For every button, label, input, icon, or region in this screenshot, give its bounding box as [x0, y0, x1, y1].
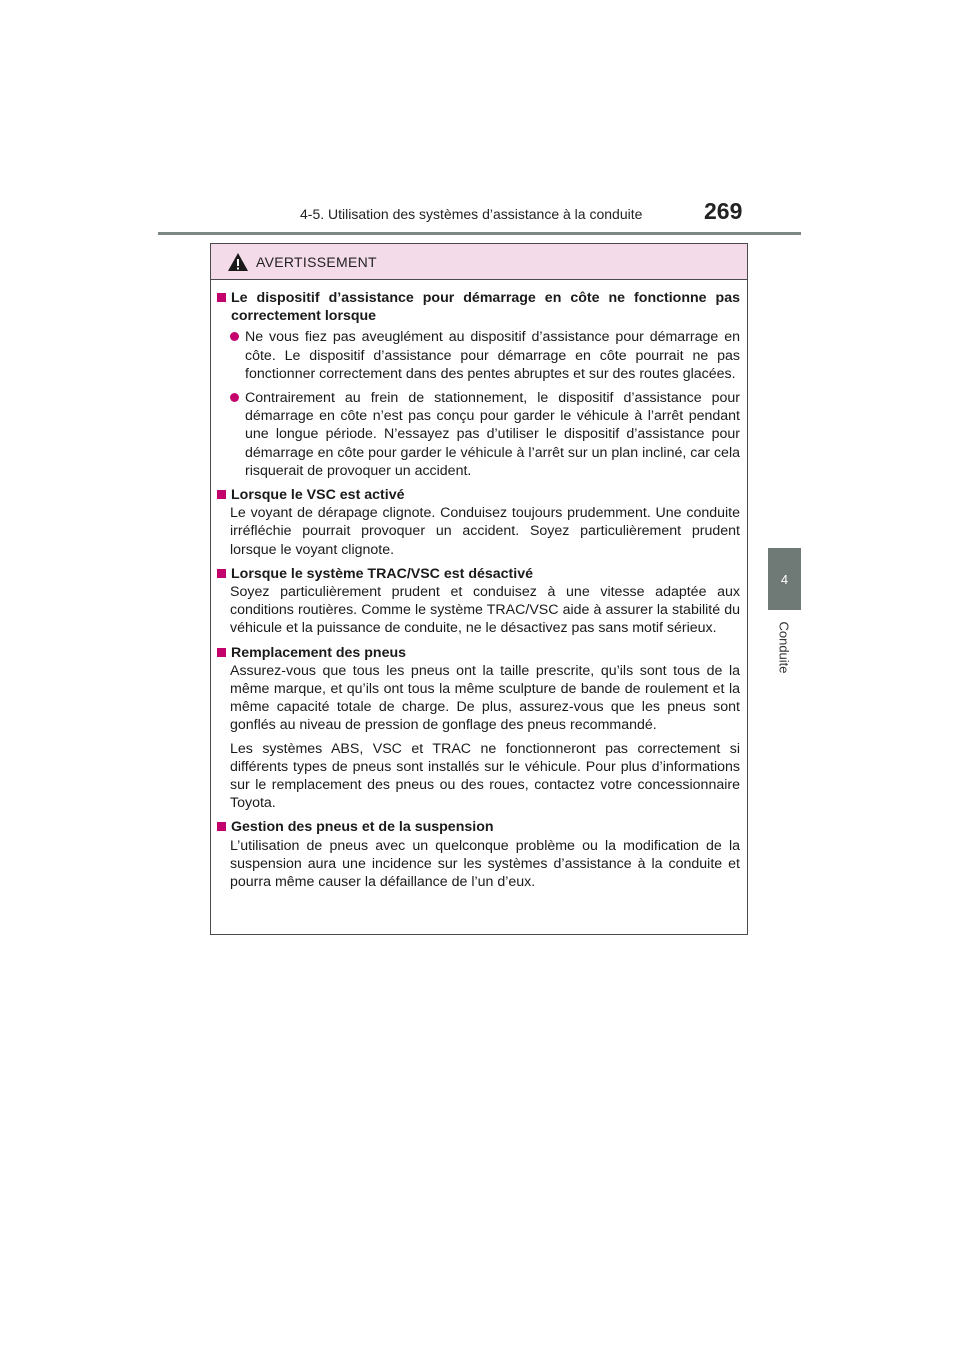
circle-bullet-icon: [230, 332, 239, 341]
warning-header: [211, 244, 747, 280]
warning-body: [211, 280, 747, 891]
section-title: 4-5. Utilisation des systèmes d’assistance à la conduite: [300, 206, 643, 222]
chapter-label-text: Conduite: [777, 620, 793, 674]
section-paragraph: Assurez-vous que tous les pneus ont la taille prescrite, qu’ils sont tous de la même marque, et qu’ils ont tous la même sculpture de bande de roulement et la même capacité totale de charge. De plus, assurez-vous que les pneus sont gonflés au niveau de pression de gonflage des pneus recommandé.: [230, 662, 740, 734]
section-heading: [217, 486, 740, 504]
warning-box: [210, 243, 748, 935]
square-bullet-icon: [217, 490, 226, 499]
section-heading: [217, 644, 740, 662]
warning-section-tire-suspension: [217, 818, 740, 891]
section-heading-text: Lorsque le VSC est activé: [231, 487, 405, 504]
section-heading: [217, 818, 740, 836]
section-paragraph: Les systèmes ABS, VSC et TRAC ne fonctionneront pas correctement si différents types de pneus sont installés sur le véhicule. Pour plus d’informations sur le remplacement des pneus ou des roues, contactez votre concessionnaire Toyota.: [230, 740, 740, 812]
section-heading-text: Le dispositif d’assistance pour démarrage en côte ne fonctionne pas correctement lorsque: [231, 290, 740, 325]
circle-bullet-icon: [230, 393, 239, 402]
header-divider: [158, 232, 801, 235]
section-paragraph: L’utilisation de pneus avec un quelconque problème ou la modification de la suspension aura une incidence sur les systèmes d’assistance à la conduite et pourra même causer la défaillance de l’un d’eux.: [230, 837, 740, 891]
list-item: [230, 328, 740, 383]
warning-section-hill-start: [217, 289, 740, 480]
chapter-label: [768, 612, 801, 682]
list-item: [230, 389, 740, 480]
warning-section-tire-replacement: [217, 644, 740, 813]
section-heading: [217, 289, 740, 325]
list-item-text: Ne vous fiez pas aveuglément au dispositif d’assistance pour démarrage en côte. Le dispositif d’assistance pour démarrage en côte pourrait ne pas fonctionner correctement dans des pentes abruptes et sur des routes glacées.: [245, 329, 740, 382]
section-paragraph: Soyez particulièrement prudent et conduisez à une vitesse adaptée aux conditions routières. Comme le système TRAC/VSC aide à assurer la stabilité du véhicule et la puissance de conduite, ne le désactivez pas sans motif sérieux.: [230, 584, 740, 637]
list-item-text: Contrairement au frein de stationnement, le dispositif d’assistance pour démarrage en côte n’est pas conçu pour garder le véhicule à l’arrêt pendant une longue période. N’essayez pas d’utiliser le dispositif d’assistance pour démarrage en côte pour garder le véhicule à l’arrêt sur un plan incliné, car cela risquerait de provoquer un accident.: [245, 390, 740, 479]
warning-section-trac-vsc-off: [217, 565, 740, 638]
warning-title: AVERTISSEMENT: [256, 253, 377, 270]
page-number: 269: [704, 198, 743, 224]
warning-triangle-icon: [227, 252, 249, 272]
section-heading-text: Remplacement des pneus: [231, 644, 407, 661]
square-bullet-icon: [217, 293, 226, 302]
square-bullet-icon: [217, 648, 226, 657]
warning-section-vsc-active: [217, 486, 740, 559]
section-heading-text: Gestion des pneus et de la suspension: [231, 819, 494, 836]
chapter-tab[interactable]: 4: [768, 548, 801, 610]
square-bullet-icon: [217, 569, 226, 578]
square-bullet-icon: [217, 822, 226, 831]
section-heading: [217, 565, 740, 583]
section-paragraph: Le voyant de dérapage clignote. Conduisez toujours prudemment. Une conduite irréfléchie pourrait provoquer un accident. Soyez particulièrement prudent lorsque le voyant clignote.: [230, 505, 740, 558]
section-heading-text: Lorsque le système TRAC/VSC est désactivé: [231, 565, 533, 582]
